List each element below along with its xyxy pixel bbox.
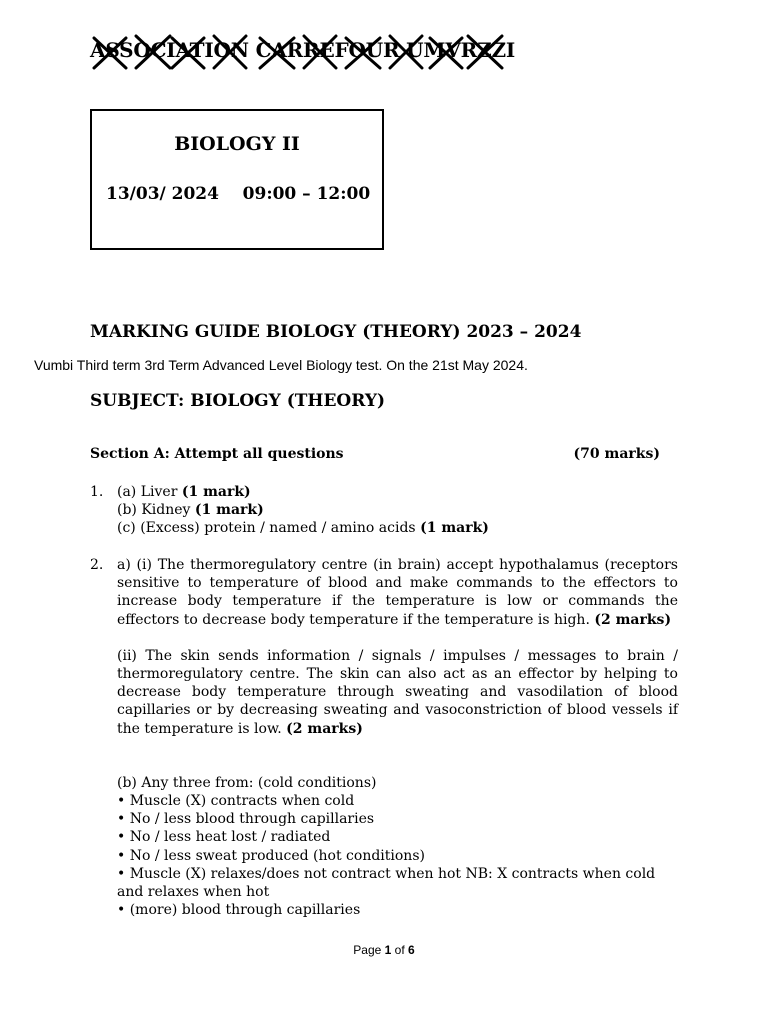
answer-1c: (c) (Excess) protein / named / amino acids (1 mark) [117, 520, 489, 537]
test-note: Vumbi Third term 3rd Term Advanced Level Biology test. On the 21st May 2024. [34, 357, 528, 373]
marks-2a-ii: (2 marks) [286, 720, 363, 737]
marking-guide-title: MARKING GUIDE BIOLOGY (THEORY) 2023 – 2024 [90, 322, 582, 342]
list-item: (b) Any three from: (cold conditions) [117, 774, 377, 791]
page-footer: Page 1 of 6 [353, 943, 415, 957]
list-item: • No / less sweat produced (hot conditions) [117, 847, 425, 864]
list-item: • No / less blood through capillaries [117, 811, 375, 828]
list-item: • (more) blood through capillaries [117, 902, 361, 919]
subject-heading: SUBJECT: BIOLOGY (THEORY) [90, 391, 386, 411]
association-name: ASSOCIATION CARREFOUR UMVRZZI [90, 38, 516, 62]
list-item: • Muscle (X) relaxes/does not contract when hot NB: X contracts when cold and relaxes when hot [117, 865, 656, 901]
section-marks: (70 marks) [573, 446, 660, 462]
exam-date-time [106, 184, 370, 204]
question-1 [90, 483, 678, 538]
marks-2a-i: (2 marks) [594, 611, 672, 628]
marks-1b: (1 mark) [194, 502, 264, 519]
answer-2b-list [117, 774, 678, 920]
question-number: 2. [90, 557, 104, 573]
question-2 [90, 556, 678, 919]
exam-time: 09:00 – 12:00 [242, 184, 371, 204]
exam-date: 13/03/ 2024 [106, 184, 219, 204]
answer-1a: (a) Liver (1 mark) [117, 484, 251, 500]
answer-2a-i: a) (i) The thermoregulatory centre (in brain) accept hypothalamus (receptors sensitive to temperature of blood and make commands to the effectors to increase body temperature if the temperature is low or commands the effectors to decrease body temperature if the temperature is high. (2 marks) [117, 557, 678, 628]
strikethrough-x-marks [90, 34, 510, 72]
list-item: • Muscle (X) contracts when cold [117, 793, 355, 810]
current-page: 1 [384, 943, 392, 957]
total-pages: 6 [408, 943, 415, 957]
answer-1b: (b) Kidney (1 mark) [117, 502, 264, 519]
answer-2a-ii: (ii) The skin sends information / signals / impulses / messages to brain / thermoregulatory centre. The skin can also act as an effector by helping to decrease body temperature through sweating and vasodilation of blood capillaries or by decreasing sweating and vasoconstriction of blood vessels if the temperature is low. (2 marks) [117, 647, 678, 737]
question-number: 1. [90, 484, 104, 500]
marks-1c: (1 mark) [420, 520, 489, 537]
exam-title: BIOLOGY II [174, 133, 300, 155]
list-item: • No / less heat lost / radiated [117, 829, 331, 846]
association-header [90, 34, 516, 72]
section-a-heading [90, 446, 660, 462]
section-label: Section A: Attempt all questions [90, 446, 344, 462]
exam-info-box [90, 109, 384, 250]
marks-1a: (1 mark) [181, 484, 251, 500]
